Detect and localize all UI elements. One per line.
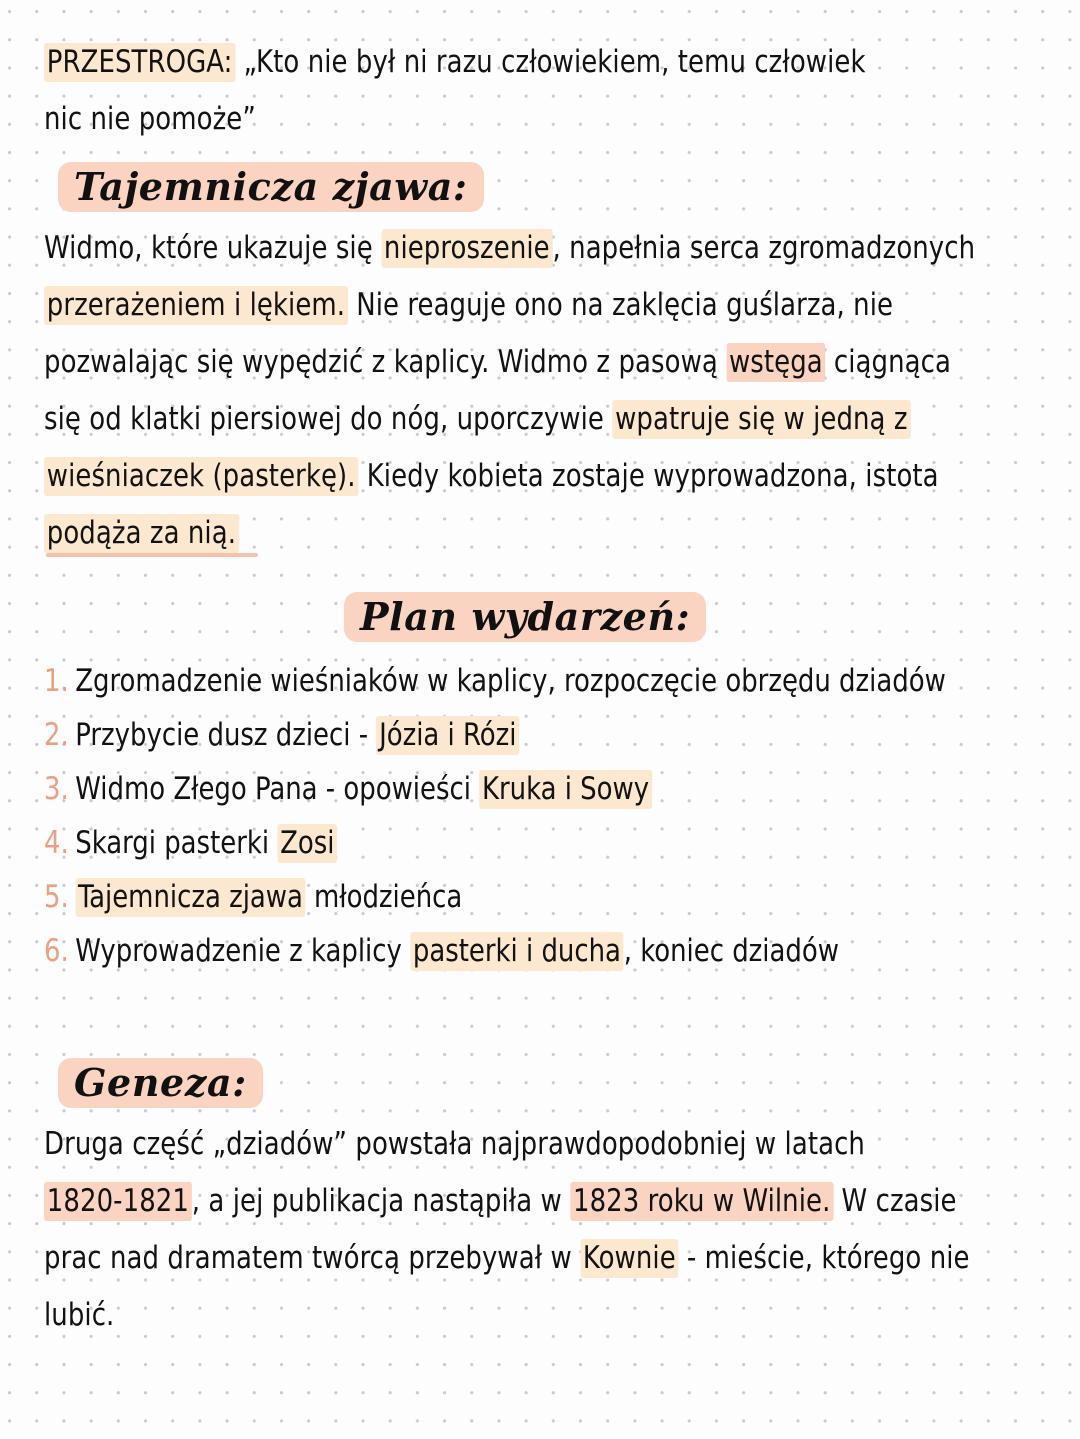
- list-item: [44, 816, 974, 870]
- list-item: [44, 870, 974, 924]
- apparition-line-2-highlight: przerażeniem i lękiem.: [44, 286, 348, 325]
- geneza-line-3-a: prac nad dramatem twórcą przebywał w: [44, 1240, 581, 1276]
- apparition-line-1-c: , napełnia serca zgromadzonych: [552, 230, 976, 266]
- list-item-text-before: Wyprowadzenie z kaplicy: [75, 933, 411, 969]
- list-item-number: 3.: [44, 771, 69, 807]
- apparition-line-4-a: się od klatki piersiowej do nóg, uporczywie: [44, 401, 613, 437]
- spacer: [44, 562, 1044, 584]
- geneza-line-3: [44, 1230, 974, 1287]
- spacer: [44, 978, 1044, 1050]
- list-item: [44, 708, 974, 762]
- geneza-line-4: [44, 1287, 974, 1344]
- list-item-number: 5.: [44, 879, 69, 915]
- przestroga-line-1: [44, 34, 974, 91]
- przestroga-line-2: [44, 91, 974, 148]
- list-item: [44, 762, 974, 816]
- apparition-line-1-a: Widmo, które ukazuje się: [44, 230, 382, 266]
- list-item-number: 4.: [44, 825, 69, 861]
- heading-tajemnicza-zjawa: [58, 154, 1044, 220]
- apparition-line-4: [44, 391, 974, 448]
- geneza-publication-highlight: 1823 roku w Wilnie.: [570, 1182, 833, 1221]
- apparition-line-3-highlight: wstęga: [726, 343, 825, 382]
- hand-underline-stroke: [46, 553, 258, 557]
- geneza-line-1: [44, 1116, 974, 1173]
- apparition-line-3-a: pozwalając się wypędzić z kaplicy. Widmo z pasową: [44, 344, 727, 380]
- list-item-highlight: pasterki i ducha: [410, 932, 624, 971]
- apparition-line-4-highlight: wpatruje się w jedną z: [612, 400, 910, 439]
- geneza-line-2-c: , a jej publikacja nastąpiła w: [191, 1183, 571, 1219]
- apparition-line-3: [44, 334, 974, 391]
- list-item: [44, 654, 974, 708]
- list-item-text-before: Widmo Złego Pana - opowieści: [75, 771, 480, 807]
- list-item-text-before: Zgromadzenie wieśniaków w kaplicy, rozpoczęcie obrzędu dziadów: [75, 663, 946, 699]
- list-item-text-before: Przybycie dusz dzieci -: [75, 717, 377, 753]
- list-item-highlight: Zosi: [277, 824, 337, 863]
- heading-plan-wydarzen: [344, 584, 1044, 650]
- geneza-line-4-text: lubić.: [44, 1297, 115, 1333]
- geneza-line-3-c: - mieście, którego nie: [678, 1240, 970, 1276]
- heading-tajemnicza-zjawa-label: Tajemnicza zjawa:: [58, 162, 484, 212]
- geneza-years-highlight: 1820-1821: [44, 1182, 192, 1221]
- geneza-line-1-text: Druga część „dziadów” powstała najprawdopodobniej w latach: [44, 1126, 865, 1162]
- apparition-line-5-highlight: wieśniaczek (pasterkę).: [44, 457, 358, 496]
- list-item-highlight: Tajemnicza zjawa: [75, 878, 305, 917]
- heading-plan-wydarzen-label: Plan wydarzeń:: [344, 592, 706, 642]
- list-item-number: 1.: [44, 663, 69, 699]
- list-item-number: 2.: [44, 717, 69, 753]
- geneza-line-2-tail: W czasie: [833, 1183, 957, 1219]
- apparition-line-1-highlight: nieproszenie: [381, 229, 552, 268]
- heading-geneza-label: Geneza:: [58, 1058, 263, 1108]
- apparition-line-3-c: ciągnąca: [825, 344, 951, 380]
- list-item: [44, 924, 974, 978]
- geneza-kownie-highlight: Kownie: [580, 1239, 678, 1278]
- apparition-line-6: [44, 505, 974, 562]
- list-item-highlight: Kruka i Sowy: [479, 770, 652, 809]
- list-item-highlight: Józia i Rózi: [376, 716, 519, 755]
- apparition-line-2-c: Nie reaguje ono na zaklęcia guślarza, nie: [347, 287, 894, 323]
- geneza-line-2: [44, 1173, 974, 1230]
- apparition-line-6-highlight: podąża za nią.: [44, 514, 239, 553]
- apparition-line-5-c: Kiedy kobieta zostaje wyprowadzona, istota: [358, 458, 939, 494]
- przestroga-quote-part1: „Kto nie był ni razu człowiekiem, temu człowiek: [235, 44, 866, 80]
- przestroga-label: PRZESTROGA:: [44, 43, 235, 82]
- przestroga-quote-part2: nic nie pomoże”: [44, 101, 256, 137]
- heading-geneza: [58, 1050, 1044, 1116]
- list-item-text-after: młodzieńca: [305, 879, 463, 915]
- list-item-text-before: Skargi pasterki: [75, 825, 278, 861]
- list-item-text-after: , koniec dziadów: [623, 933, 839, 969]
- apparition-line-2: [44, 277, 974, 334]
- apparition-line-5: [44, 448, 974, 505]
- apparition-line-1: [44, 220, 974, 277]
- list-item-number: 6.: [44, 933, 69, 969]
- plan-list: [44, 654, 1044, 978]
